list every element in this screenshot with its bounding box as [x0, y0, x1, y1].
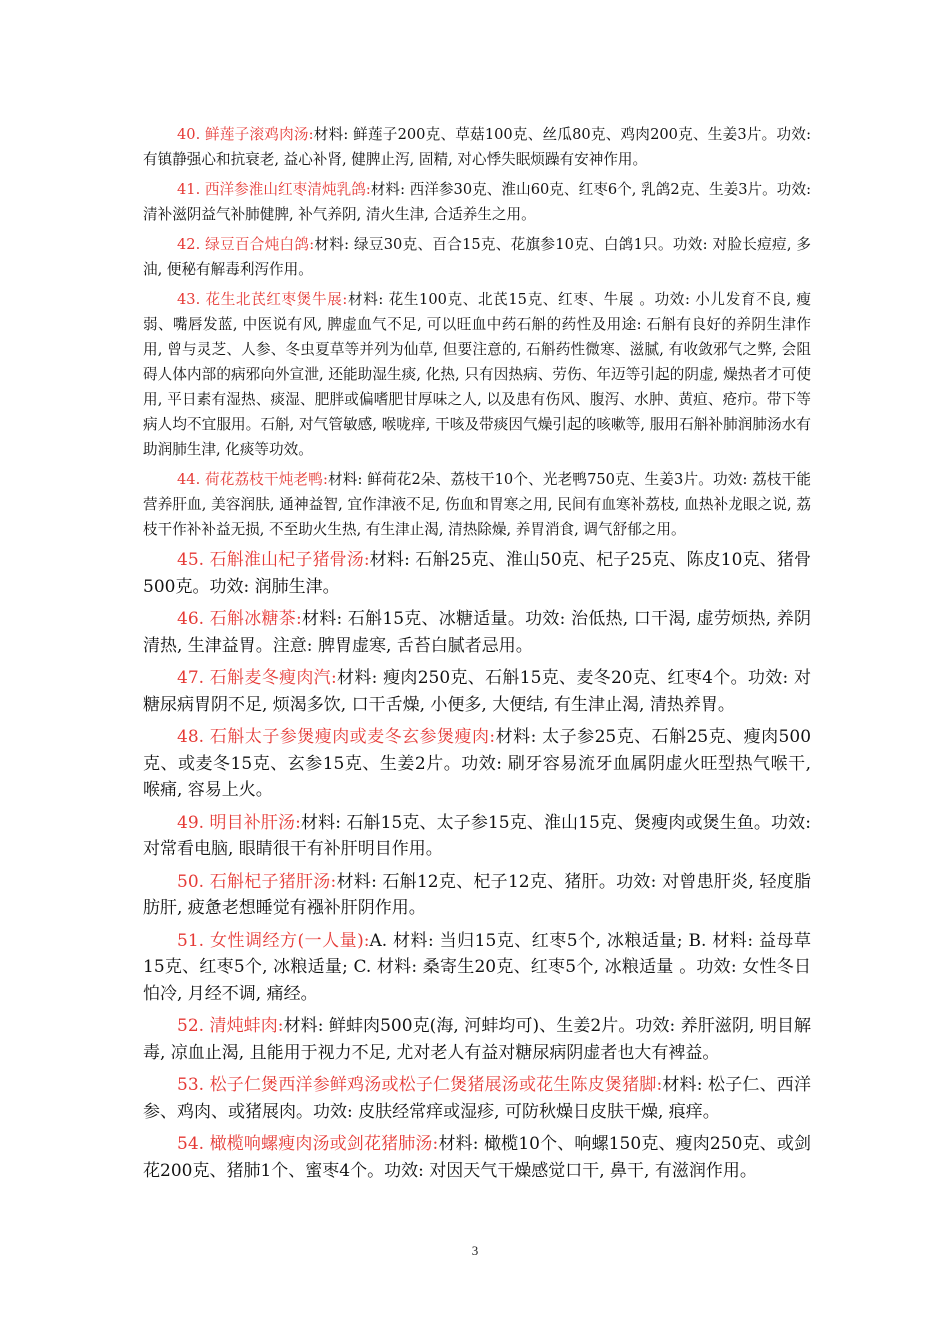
recipe-body: 材料: 松子仁、西洋参、鸡肉、或猪展肉。功效: 皮肤经常痒或湿疹, 可防秋燥日皮肤干燥, 痕痒。	[143, 1075, 811, 1122]
recipe-entry-41	[143, 177, 811, 227]
recipe-entry-43	[143, 287, 811, 462]
recipe-title: 48. 石斛太子参煲瘦肉或麦冬玄参煲瘦肉:	[177, 727, 496, 747]
recipe-body: A. 材料: 当归15克、红枣5个, 冰粮适量; B. 材料: 益母草15克、红枣5个, 冰粮适量; C. 材料: 桑寄生20克、红枣5个, 冰粮适量 。功效: 女性冬日怕冷, 月经不调, 痛经。	[143, 930, 811, 1004]
recipe-body: 材料: 橄榄10个、响螺150克、瘦肉250克、或剑花200克、猪肺1个、蜜枣4个。功效: 对因天气干燥感觉口干, 鼻干, 有滋润作用。	[143, 1134, 811, 1181]
recipe-entry-46	[143, 606, 811, 659]
recipe-body: 材料: 瘦肉250克、石斛15克、麦冬20克、红枣4个。功效: 对糖尿病胃阴不足, 烦渴多饮, 口干舌燥, 小便多, 大便结, 有生津止渴, 清热养胃。	[143, 668, 812, 715]
recipe-title: 42. 绿豆百合炖白鸽:	[177, 236, 315, 253]
recipe-body: 材料: 石斛15克、太子参15克、淮山15克、煲瘦肉或煲生鱼。功效: 对常看电脑, 眼睛很干有补肝明目作用。	[143, 812, 811, 859]
recipe-entry-47	[143, 665, 811, 718]
recipe-body: 材料: 鲜蚌肉500克(海, 河蚌均可)、生姜2片。功效: 养肝滋阴, 明目解毒, 凉血止渴, 且能用于视力不足, 尤对老人有益对糖尿病阴虚者也大有裨益。	[143, 1016, 812, 1063]
recipe-title: 44. 荷花荔枝干炖老鸭:	[177, 471, 328, 488]
recipe-title: 40. 鲜莲子滚鸡肉汤:	[177, 126, 314, 143]
page-number: 3	[471, 1243, 479, 1258]
recipe-title: 51. 女性调经方(一人量):	[177, 930, 370, 951]
recipe-entry-48	[143, 724, 811, 804]
recipe-title: 45. 石斛淮山杞子猪骨汤:	[177, 550, 370, 570]
recipe-entry-51	[143, 928, 811, 1008]
recipe-list	[143, 122, 811, 1190]
recipe-body: 材料: 石斛15克、冰糖适量。功效: 治低热, 口干渴, 虚劳烦热, 养阴清热, 生津益胃。注意: 脾胃虚寒, 舌苔白腻者忌用。	[143, 609, 811, 656]
recipe-entry-53	[143, 1072, 811, 1125]
recipe-entry-42	[143, 232, 811, 282]
recipe-body: 材料: 绿豆30克、百合15克、花旗参10克、白鸽1只。功效: 对脸长痘痘, 多油, 便秘有解毒利泻作用。	[143, 236, 812, 278]
recipe-title: 47. 石斛麦冬瘦肉汽:	[177, 668, 337, 688]
recipe-body: 材料: 石斛25克、淮山50克、杞子25克、陈皮10克、猪骨500克。功效: 润肺生津。	[143, 550, 811, 597]
recipe-entry-54	[143, 1131, 811, 1184]
recipe-body: 材料: 鲜荷花2朵、荔枝干10个、光老鸭750克、生姜3片。功效: 荔枝干能营养肝血, 美容润肤, 通神益智, 宜作津液不足, 伤血和胃寒之用, 民间有血寒补荔枝, 血热补龙眼之说, 荔枝干作补补益无损, 不至助火生热, 有生津止渴, 清热除燥, 养胃消食, 调气舒郁之用。	[143, 471, 811, 538]
recipe-title: 43. 花生北芪红枣煲牛展:	[177, 291, 348, 308]
recipe-title: 49. 明目补肝汤:	[177, 812, 301, 833]
recipe-entry-40	[143, 122, 811, 172]
recipe-body: 材料: 太子参25克、石斛25克、瘦肉500克、或麦冬15克、玄参15克、生姜2片。功效: 刷牙容易流牙血属阴虚火旺型热气喉干, 喉痛, 容易上火。	[143, 727, 812, 800]
recipe-title: 52. 清炖蚌肉:	[177, 1016, 284, 1036]
recipe-title: 46. 石斛冰糖茶:	[177, 609, 302, 629]
recipe-entry-45	[143, 547, 811, 600]
recipe-entry-49	[143, 810, 811, 863]
recipe-entry-44	[143, 467, 811, 542]
recipe-entry-50	[143, 869, 811, 922]
recipe-title: 53. 松子仁煲西洋参鲜鸡汤或松子仁煲猪展汤或花生陈皮煲猪脚:	[177, 1075, 663, 1095]
recipe-body: 材料: 石斛12克、杞子12克、猪肝。功效: 对曾患肝炎, 轻度脂肪肝, 疲惫老想睡觉有襁补肝阴作用。	[143, 871, 811, 918]
recipe-body: 材料: 花生100克、北芪15克、红枣、牛展 。功效: 小儿发育不良, 瘦弱、嘴唇发蓝, 中医说有风, 脾虚血气不足, 可以旺血中药石斛的药性及用途: 石斛有良好的养阴生津作用, 曾与灵芝、人参、冬虫夏草等并列为仙草, 但要注意的, 石斛药性微寒、滋腻, 有收敛邪气之弊, 会阻碍人体内部的病邪向外宣泄, 还能助湿生痰, 化热, 只有因热病、劳伤、年迈等引起的阴虚, 燥热者才可使用, 平日素有湿热、痰湿、肥胖或偏嗜肥甘厚味之人, 以及患有伤风、腹泻、水肿、黄疸、疮疖。带下等病人均不宜服用。石斛, 对气管敏感, 喉咙痒, 干咳及带痰因气燥引起的咳嗽等, 服用石斛补肺润肺汤水有助润肺生津, 化痰等功效。	[143, 291, 811, 458]
recipe-title: 41. 西洋参淮山红枣清炖乳鸽:	[177, 181, 371, 198]
recipe-body: 材料: 鲜莲子200克、草菇100克、丝瓜80克、鸡肉200克、生姜3片。功效: 有镇静强心和抗衰老, 益心补肾, 健脾止泻, 固精, 对心悸失眠烦躁有安神作用。	[143, 126, 811, 168]
recipe-body: 材料: 西洋参30克、淮山60克、红枣6个, 乳鸽2克、生姜3片。功效: 清补滋阴益气补肺健脾, 补气养阴, 清火生津, 合适养生之用。	[143, 181, 811, 223]
recipe-title: 50. 石斛杞子猪肝汤:	[177, 871, 337, 892]
recipe-title: 54. 橄榄响螺瘦肉汤或剑花猪肺汤:	[177, 1134, 439, 1154]
recipe-entry-52	[143, 1013, 811, 1066]
